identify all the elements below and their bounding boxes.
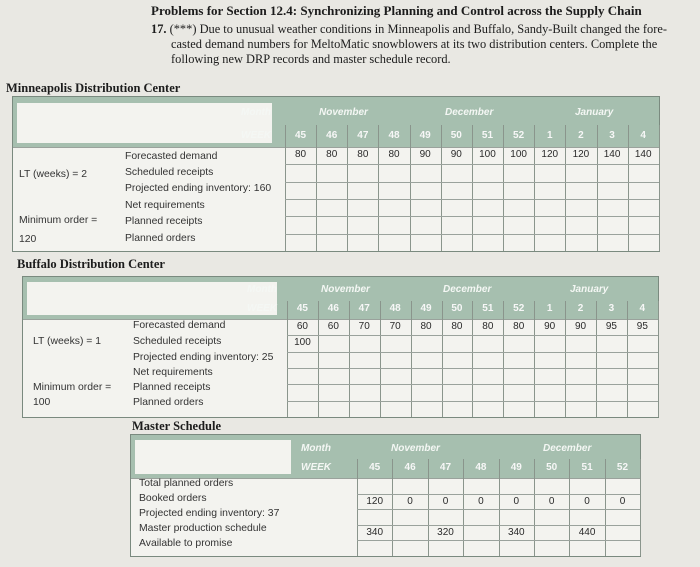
minneapolis-row-line	[285, 164, 659, 165]
minneapolis-month-december: December	[445, 107, 494, 118]
buffalo-month-january: January	[570, 284, 609, 295]
master-col-line	[357, 459, 358, 556]
master-col-line	[499, 459, 500, 556]
minneapolis-col-line	[628, 125, 629, 251]
master-schedule-table	[130, 434, 641, 557]
minneapolis-col-line	[378, 125, 379, 251]
buffalo-row-line	[287, 384, 658, 385]
minneapolis-row-planned-orders: Planned orders	[125, 233, 196, 244]
buffalo-forecast-cell: 80	[420, 321, 432, 332]
minneapolis-col-line	[659, 125, 660, 251]
buffalo-week-47: 47	[358, 303, 370, 314]
minneapolis-forecast-cell: 90	[419, 149, 431, 160]
buffalo-row-line	[287, 352, 658, 353]
buffalo-week-2: 2	[577, 303, 584, 314]
minneapolis-week-50: 50	[450, 130, 462, 141]
minneapolis-drp-table	[12, 96, 660, 252]
master-booked-cell: 0	[442, 495, 449, 507]
buffalo-week-1: 1	[546, 303, 553, 314]
master-col-line	[392, 459, 393, 556]
master-mps-cell: 340	[366, 526, 384, 538]
master-week-50: 50	[546, 462, 558, 473]
minneapolis-week-47: 47	[357, 130, 369, 141]
buffalo-forecast-cell: 60	[327, 321, 339, 332]
minneapolis-min-order-label: Minimum order =	[19, 215, 98, 226]
minneapolis-week-52: 52	[513, 130, 525, 141]
buffalo-forecast-cell: 90	[544, 321, 556, 332]
buffalo-forecast-cell: 80	[451, 321, 463, 332]
master-week-label: WEEK	[301, 462, 331, 473]
minneapolis-row-scheduled: Scheduled receipts	[125, 167, 214, 178]
minneapolis-col-line	[347, 125, 348, 251]
buffalo-title: Buffalo Distribution Center	[17, 257, 165, 271]
minneapolis-row-projected: Projected ending inventory: 160	[125, 183, 272, 194]
buffalo-drp-table	[22, 276, 659, 418]
buffalo-row-scheduled: Scheduled receipts	[133, 336, 222, 347]
buffalo-week-48: 48	[389, 303, 401, 314]
master-col-line	[463, 459, 464, 556]
buffalo-row-line	[287, 368, 658, 369]
master-booked-cell: 0	[478, 495, 484, 507]
master-col-line	[534, 459, 535, 556]
minneapolis-month-january: January	[575, 107, 614, 118]
master-row-line	[357, 494, 640, 495]
master-col-line	[428, 459, 429, 556]
buffalo-header-blank	[27, 282, 277, 315]
minneapolis-row-line	[285, 234, 659, 235]
buffalo-week-49: 49	[420, 303, 432, 314]
buffalo-week-45: 45	[296, 303, 308, 314]
minneapolis-row-net: Net requirements	[125, 200, 205, 211]
master-mps-cell: 340	[507, 526, 525, 538]
master-month-december: December	[543, 443, 592, 454]
master-row-booked: Booked orders	[139, 493, 207, 504]
minneapolis-forecast-cell: 100	[510, 149, 527, 160]
buffalo-min-order-label: Minimum order =	[33, 382, 112, 393]
minneapolis-week-45: 45	[295, 130, 307, 141]
master-col-line	[640, 459, 641, 556]
buffalo-scheduled-cell: 100	[294, 337, 311, 349]
minneapolis-forecast-cell: 100	[479, 149, 496, 160]
buffalo-week-46: 46	[327, 303, 339, 314]
master-row-line	[357, 525, 640, 526]
master-week-52: 52	[616, 462, 629, 473]
buffalo-week-4: 4	[639, 303, 646, 314]
problem-number: 17.	[151, 22, 167, 36]
minneapolis-week-46: 46	[326, 130, 338, 141]
minneapolis-week-1: 1	[546, 130, 553, 141]
minneapolis-forecast-cell: 120	[541, 149, 559, 160]
minneapolis-row-line	[285, 216, 659, 217]
buffalo-forecast-cell: 80	[482, 321, 494, 332]
section-heading: Problems for Section 12.4: Synchronizing Planning and Control across the Supply Chain	[151, 3, 642, 18]
buffalo-col-line	[658, 301, 659, 417]
buffalo-month-label: Month	[247, 284, 277, 295]
master-row-mps: Master production schedule	[139, 523, 267, 534]
master-row-line	[357, 540, 640, 541]
problem-line-3: following new DRP records and master schedule record.	[171, 52, 451, 66]
buffalo-forecast-cell: 80	[513, 321, 525, 332]
minneapolis-forecast-cell: 80	[326, 149, 338, 160]
buffalo-row-net: Net requirements	[133, 367, 213, 378]
minneapolis-forecast-cell: 80	[295, 149, 307, 160]
minneapolis-month-label: Month	[241, 107, 271, 118]
master-header-blank	[135, 440, 291, 474]
minneapolis-week-49: 49	[419, 130, 431, 141]
minneapolis-week-4: 4	[640, 130, 646, 141]
minneapolis-week-48: 48	[388, 130, 400, 141]
minneapolis-row-forecast: Forecasted demand	[125, 151, 218, 162]
minneapolis-forecast-cell: 120	[572, 149, 590, 160]
buffalo-week-50: 50	[451, 303, 463, 314]
buffalo-month-december: December	[443, 284, 492, 295]
master-col-line	[569, 459, 570, 556]
buffalo-row-line	[287, 401, 658, 402]
minneapolis-col-line	[472, 125, 473, 251]
master-row-total-planned: Total planned orders	[139, 478, 234, 489]
master-booked-cell: 0	[584, 495, 590, 507]
master-week-47: 47	[439, 462, 452, 473]
master-week-46: 46	[404, 462, 416, 473]
buffalo-row-projected: Projected ending inventory: 25	[133, 352, 274, 363]
problem-line-1: Due to unusual weather conditions in Minneapolis and Buffalo, Sandy-Built changed the fore-	[199, 22, 667, 36]
minneapolis-forecast-cell: 140	[634, 149, 652, 160]
buffalo-min-order-value: 100	[33, 397, 51, 408]
minneapolis-week-2: 2	[578, 130, 584, 141]
master-week-49: 49	[510, 462, 522, 473]
buffalo-forecast-cell: 70	[358, 321, 370, 332]
master-row-line	[357, 509, 640, 510]
buffalo-forecast-cell: 95	[605, 321, 617, 332]
master-month-label: Month	[301, 443, 331, 454]
minneapolis-forecast-cell: 80	[388, 149, 400, 160]
master-col-line	[605, 459, 606, 556]
master-week-45: 45	[369, 462, 381, 473]
minneapolis-row-line	[285, 199, 659, 200]
minneapolis-row-line	[285, 182, 659, 183]
minneapolis-title: Minneapolis Distribution Center	[6, 81, 181, 95]
minneapolis-week-51: 51	[481, 130, 494, 141]
minneapolis-month-november: November	[319, 107, 368, 118]
minneapolis-row-planned-receipts: Planned receipts	[125, 216, 203, 227]
minneapolis-lt: LT (weeks) = 2	[19, 169, 88, 180]
minneapolis-header-blank	[17, 103, 272, 143]
master-booked-cell: 0	[513, 495, 520, 507]
master-row-atp: Available to promise	[139, 538, 233, 549]
minneapolis-col-line	[316, 125, 317, 251]
master-row-projected: Projected ending inventory: 37	[139, 508, 280, 519]
buffalo-forecast-cell: 70	[389, 321, 401, 332]
minneapolis-col-line	[565, 125, 566, 251]
buffalo-lt: LT (weeks) = 1	[33, 336, 102, 347]
minneapolis-col-line	[285, 125, 286, 251]
minneapolis-forecast-cell: 90	[450, 149, 462, 160]
buffalo-row-line	[287, 335, 658, 336]
buffalo-row-planned-orders: Planned orders	[133, 397, 204, 408]
minneapolis-col-line	[410, 125, 411, 251]
master-booked-cell: 120	[366, 495, 384, 507]
buffalo-row-forecast: Forecasted demand	[133, 320, 226, 331]
buffalo-row-planned-receipts: Planned receipts	[133, 382, 211, 393]
buffalo-forecast-cell: 95	[636, 321, 648, 332]
master-booked-cell: 0	[407, 495, 413, 507]
master-mps-cell: 440	[578, 526, 596, 538]
master-week-48: 48	[475, 462, 487, 473]
buffalo-week-51: 51	[482, 303, 494, 314]
master-week-51: 51	[581, 462, 593, 473]
buffalo-forecast-cell: 90	[574, 321, 587, 332]
minneapolis-col-line	[441, 125, 442, 251]
minneapolis-week-3: 3	[609, 130, 615, 141]
minneapolis-forecast-cell: 80	[357, 149, 369, 160]
minneapolis-col-line	[534, 125, 535, 251]
minneapolis-week-label: WEEK	[241, 130, 271, 141]
master-mps-cell: 320	[437, 526, 454, 538]
minneapolis-min-order-value: 120	[19, 234, 37, 245]
minneapolis-forecast-cell: 140	[603, 149, 621, 160]
master-month-november: November	[391, 443, 440, 454]
buffalo-week-52: 52	[513, 303, 525, 314]
problem-stars: (***)	[169, 22, 197, 36]
master-schedule-title: Master Schedule	[132, 419, 221, 433]
problem-line-2: casted demand numbers for MeltoMatic snowblowers at its two distribution centers. Complete the	[171, 37, 658, 51]
buffalo-week-label: WEEK	[247, 303, 277, 314]
master-booked-cell: 0	[548, 495, 555, 507]
master-booked-cell: 0	[619, 495, 626, 507]
minneapolis-col-line	[597, 125, 598, 251]
buffalo-forecast-cell: 60	[296, 321, 308, 332]
buffalo-month-november: November	[321, 284, 370, 295]
minneapolis-col-line	[503, 125, 504, 251]
buffalo-week-3: 3	[608, 303, 615, 314]
